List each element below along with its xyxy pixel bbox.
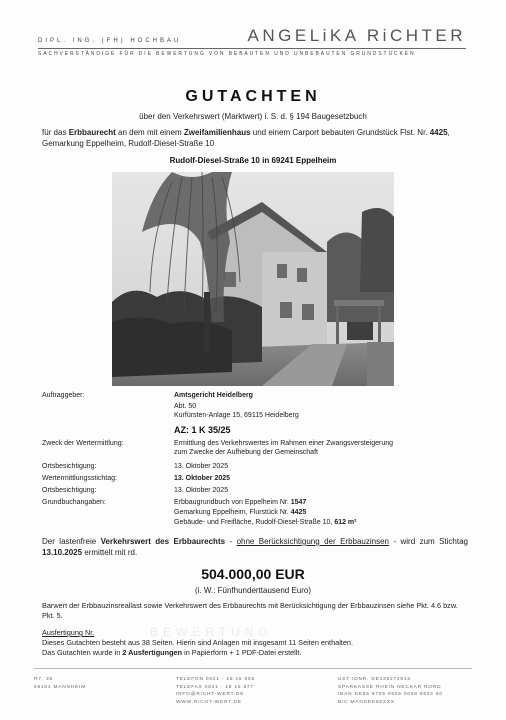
grundbuch-line-1 [174,499,306,508]
auftraggeber-label: Auftraggeber: [42,392,85,399]
grundbuch-line-3 [174,519,357,528]
intro-text: an dem mit einem [115,128,184,137]
letterhead-title: DIPL. ING. (FH) HOCHBAU [38,38,182,44]
house-photo [112,172,394,386]
stichtag-label: Wertermittlungsstichtag: [42,475,117,482]
barwert-paragraph: Barwert der Erbbauzinsreallast sowie Verkehrswert des Erbbaurechts mit Berücksichtigung der Erbbauzinsen siehe Pkt. 4.6 bzw. Pkt. 5. [42,601,458,620]
document-title: GUTACHTEN [185,88,321,105]
footer-contact [176,676,255,706]
document-subtitle: über den Verkehrswert (Marktwert) i. S. d. § 194 Baugesetzbuch [139,112,367,121]
footer-bank-name: SPARKASSE RHEIN NECKAR NORD [338,684,442,690]
grundbuch-label: Grundbuchangaben: [42,499,106,506]
zweck-label: Zweck der Wertermittlung: [42,440,124,447]
footer-city: 68161 MANNHEIM [34,684,86,690]
auftraggeber-address: Kurfürsten-Anlage 15, 69115 Heidelberg [174,412,299,419]
stichtag-value: 13. Oktober 2025 [174,475,231,482]
ausfertigung-count: 2 Ausfertigungen [122,648,183,657]
grundbuch-text: Erbbaugrundbuch von Eppelheim Nr. [174,499,291,506]
ausfertigung-line-2 [42,648,468,658]
footer-fax: TELEFAX 0621 - 18 15 877 [176,684,254,690]
intro-bold: Erbbaurecht [68,128,116,137]
grundbuch-area: 612 m² [334,519,357,526]
valuation-amount: 504.000,00 EUR [201,566,305,582]
grundbuch-line-2 [174,509,306,518]
footer-address [34,676,86,691]
value-underline: ohne Berücksichtigung der Erbbauzinsen [236,537,389,546]
ausfertigung-text-part: Das Gutachten wurde in [42,648,123,657]
ausfertigung-line-1: Dieses Gutachten besteht aus 38 Seiten. Hierin sind Anlagen mit insgesamt 11 Seiten enthalten. [42,638,353,647]
zweck-line-2: zum Zwecke der Aufhebung der Gemeinschaft [174,449,318,456]
value-text: - wird zum Stichtag [389,537,468,546]
value-date: 13.10.2025 [42,548,83,557]
footer-ust: UST-IDNR. DE136274816 [338,677,411,682]
intro-paragraph [42,127,467,149]
property-address: Rudolf-Diesel-Straße 10 in 69241 Eppelheim [169,156,337,165]
footer-rule [34,668,472,669]
footer-web: WWW.RICHT-WERT.DE [176,699,242,705]
aktenzeichen: AZ: 1 K 35/25 [174,425,231,435]
grundbuch-text: Gebäude- und Freifläche, Rudolf-Diesel-Straße 10, [174,519,335,526]
ausfertigung-heading: Ausfertigung Nr. [42,628,95,637]
intro-bold: Zweifamilienhaus [183,128,251,137]
ortsbesichtigung-label-2: Ortsbesichtigung: [42,487,97,494]
auftraggeber-abt: Abt. 50 [174,403,197,410]
letterhead-name: ANGELiKA RiCHTER [247,26,466,45]
grundbuch-text: Gemarkung Eppelheim, Flurstück Nr. [174,509,291,516]
house-photo-icon [112,172,394,386]
footer-bic: BIC MANSDE66XXX [338,699,395,705]
ausfertigung-text-part: in Papierform + 1 PDF-Datei erstellt. [182,648,302,657]
footer-email: INFO@RICHT-WERT.DE [176,692,245,697]
grundbuch-number: 1547 [290,499,307,506]
ortsbesichtigung-label: Ortsbesichtigung: [42,463,97,470]
intro-text: und einem Carport bebauten Grundstück Flst. Nr. [250,128,430,137]
zweck-line-1: Ermittlung des Verkehrswertes im Rahmen einer Zwangsversteigerung [174,440,394,447]
footer-street: R7, 35 [34,677,53,682]
letterhead-rule [38,48,466,49]
value-text: ermittelt mit rd. [82,548,138,557]
letterhead-subtitle: SACHVERSTÄNDIGE FÜR DIE BEWERTUNG VON BEBAUTEN UND UNBEBAUTEN GRUNDSTÜCKEN [38,51,416,57]
value-bold: Verkehrswert des Erbbaurechts [100,537,226,546]
value-text: - [225,537,237,546]
grundbuch-flurstueck: 4425 [290,509,307,516]
watermark: BEWERTUNG [150,625,273,639]
intro-text: für das [42,128,69,137]
intro-text: , Gemarkung Eppelheim, Rudolf-Diesel-Straße 10 [42,128,450,148]
footer-iban: IBAN DE66 6705 0505 0038 5832 80 [338,692,443,697]
ortsbesichtigung-value-2: 13. Oktober 2025 [174,487,229,494]
ausfertigung-text [42,638,468,658]
auftraggeber-name: Amtsgericht Heidelberg [174,392,253,399]
footer-phone: TELEFON 0621 - 18 15 855 [176,677,255,682]
ortsbesichtigung-value: 13. Oktober 2025 [174,463,229,470]
intro-bold: 4425 [429,128,448,137]
value-text: Der lastenfreie [42,537,101,546]
footer-bank [338,676,443,706]
value-paragraph [42,536,468,558]
valuation-amount-words: (i. W.: Fünfhunderttausend Euro) [194,586,312,595]
